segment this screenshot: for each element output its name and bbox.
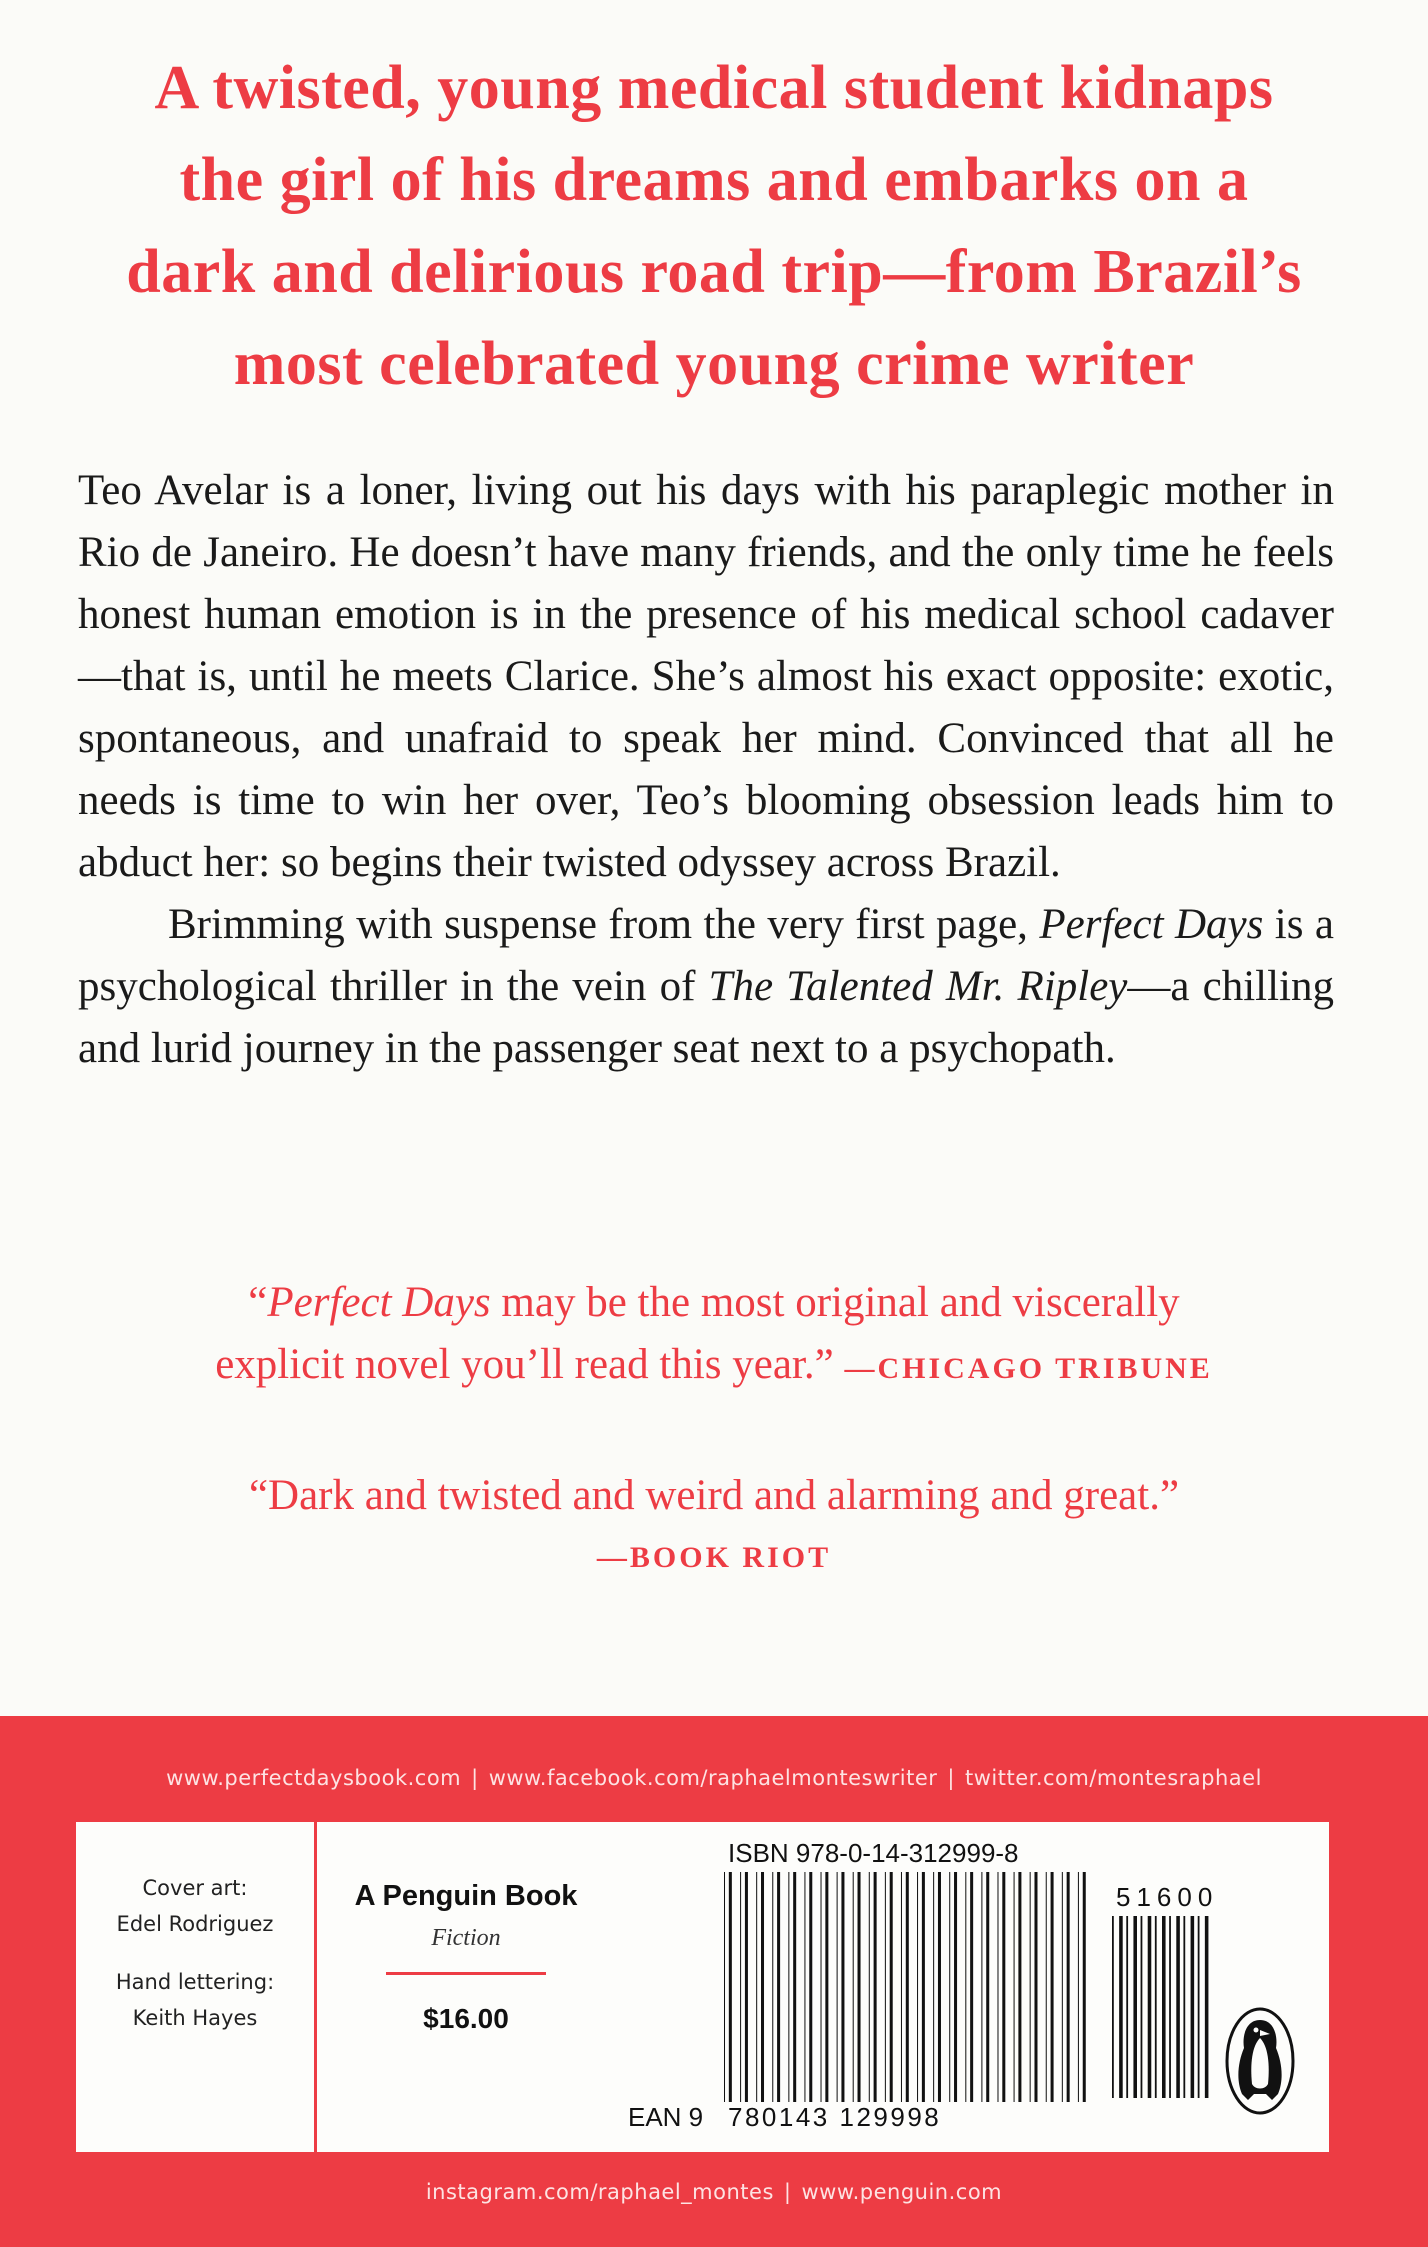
barcode-bar xyxy=(1205,1916,1209,2098)
price-barcode xyxy=(1112,1916,1212,2116)
barcode-bar xyxy=(949,1872,950,2102)
ean-barcode xyxy=(724,1872,1094,2120)
barcode-bar xyxy=(981,1872,982,2102)
barcode-bar xyxy=(724,1872,725,2120)
web-links-bottom xyxy=(0,2180,1428,2204)
separator: | xyxy=(471,1766,479,1790)
credits-box xyxy=(76,1822,317,2152)
ean-digits: 780143 129998 xyxy=(724,2102,1096,2133)
barcode-bar xyxy=(1162,1916,1166,2098)
barcode-bar xyxy=(933,1872,934,2102)
barcode-bar xyxy=(1051,1872,1054,2102)
barcode-bar xyxy=(1083,1872,1086,2120)
barcode-bar xyxy=(938,1872,941,2102)
penguin-website-link: www.penguin.com xyxy=(801,2180,1003,2204)
twitter-link: twitter.com/montesraphael xyxy=(964,1766,1262,1790)
barcode-bar xyxy=(1183,1916,1185,2098)
barcode-bar xyxy=(841,1872,844,2102)
cover-art-label: Cover art: xyxy=(142,1876,248,1900)
barcode-bar xyxy=(874,1872,877,2102)
barcode-bar xyxy=(970,1872,973,2102)
quote-source: —CHICAGO TRIBUNE xyxy=(844,1352,1213,1385)
barcode-bar xyxy=(1155,1916,1157,2098)
book-description xyxy=(78,460,1334,1080)
barcode-bar xyxy=(1148,1916,1152,2098)
barcode-panel xyxy=(76,1822,1329,2152)
headline-line: dark and delirious road trip—from Brazil’s xyxy=(126,238,1302,306)
barcode-bar xyxy=(853,1872,854,2102)
barcode-bar xyxy=(745,1872,748,2102)
ean-label: EAN 9 xyxy=(628,2102,704,2132)
barcode-bar xyxy=(1176,1916,1180,2098)
price: $16.00 xyxy=(423,2003,509,2034)
barcode-bar xyxy=(793,1872,796,2102)
open-quote: “ xyxy=(248,1279,268,1326)
quote-text: explicit novel you’ll read this year.” xyxy=(215,1341,845,1388)
barcode-bar xyxy=(1078,1872,1079,2120)
barcode-bar xyxy=(1034,1872,1037,2102)
headline-line: A twisted, young medical student kidnaps xyxy=(154,54,1274,122)
barcode-bar xyxy=(1018,1872,1021,2102)
barcode-bar xyxy=(986,1872,989,2102)
barcode-bar xyxy=(1014,1872,1015,2102)
barcode-bar xyxy=(1119,1916,1123,2098)
barcode-bar xyxy=(821,1872,822,2102)
separator: | xyxy=(783,2180,792,2204)
barcode-bar xyxy=(825,1872,828,2102)
description-paragraph-1: Teo Avelar is a loner, living out his days with his paraplegic mother in Rio de Janeiro. He doesn’t have many friends, and the only time he feels honest human emotion is in the presence of his medical school cadaver—that is, until he meets Clarice. She’s almost his exact opposite: exotic, spontaneous, and unafraid to speak her mind. Convinced that all he needs is time to win her over, Teo’s blooming obsession leads him to abduct her: so begins their twisted odyssey across Brazil. xyxy=(78,467,1334,886)
description-text: is a psychological thriller in the vein of xyxy=(78,901,1334,1010)
quote-line xyxy=(60,1272,1368,1334)
quote-text: “Dark and twisted and weird and alarming and great.” xyxy=(248,1472,1180,1519)
quote-book-title: Perfect Days xyxy=(267,1279,491,1326)
website-link: www.perfectdaysbook.com xyxy=(166,1766,462,1790)
cover-art-name: Edel Rodriguez xyxy=(116,1912,274,1936)
hand-lettering-name: Keith Hayes xyxy=(132,2006,258,2030)
barcode-bar xyxy=(1067,1872,1070,2102)
isbn-number: ISBN 978-0-14-312999-8 xyxy=(728,1838,1019,1868)
quote-text: may be the most original and viscerally xyxy=(490,1279,1180,1326)
instagram-link: instagram.com/raphael_montes xyxy=(425,2180,774,2204)
barcode-bar xyxy=(788,1872,789,2102)
divider xyxy=(386,1972,546,1975)
barcode-bar xyxy=(965,1872,966,2102)
barcode-bar xyxy=(858,1872,861,2102)
barcode-bar xyxy=(922,1872,925,2102)
description-text: —a chilling and lurid journey in the passenger seat next to a psychopath. xyxy=(78,963,1334,1072)
quote-source: —BOOK RIOT xyxy=(596,1541,832,1574)
barcode-bar xyxy=(1169,1916,1171,2098)
barcode-bar xyxy=(1198,1916,1200,2098)
barcode-bar xyxy=(869,1872,870,2102)
headline-line: the girl of his dreams and embarks on a xyxy=(179,146,1249,214)
barcode-bar xyxy=(1002,1872,1005,2102)
review-quote-chicago-tribune xyxy=(60,1272,1368,1400)
review-quote-book-riot xyxy=(60,1465,1368,1589)
barcode-bar xyxy=(1126,1916,1128,2098)
book-title: Perfect Days xyxy=(1039,901,1264,948)
barcode-bar xyxy=(901,1872,902,2120)
genre-label: Fiction xyxy=(431,1925,501,1951)
barcode-bar xyxy=(809,1872,812,2102)
barcode-bar xyxy=(885,1872,886,2102)
barcode-bar xyxy=(756,1872,757,2102)
separator: | xyxy=(947,1766,955,1790)
cover-headline xyxy=(60,42,1368,410)
barcode-bar xyxy=(997,1872,998,2102)
barcode-bar xyxy=(1112,1916,1114,2098)
barcode-bar xyxy=(804,1872,805,2102)
headline-line: most celebrated young crime writer xyxy=(233,330,1195,398)
barcode-bar xyxy=(917,1872,918,2102)
barcode-bar xyxy=(1062,1872,1063,2102)
barcode-bar xyxy=(1191,1916,1195,2098)
barcode-bar xyxy=(1141,1916,1143,2098)
barcode-bar xyxy=(954,1872,957,2102)
barcode-bar xyxy=(729,1872,732,2120)
description-paragraph-2 xyxy=(78,894,1334,1080)
publisher-box xyxy=(336,1822,596,2152)
barcode-bar xyxy=(1133,1916,1137,2098)
barcode-bar xyxy=(740,1872,741,2102)
publisher-name: A Penguin Book xyxy=(354,1880,578,1912)
barcode-bar xyxy=(761,1872,764,2102)
barcode-bar xyxy=(777,1872,780,2102)
referenced-title: The Talented Mr. Ripley xyxy=(708,963,1128,1010)
barcode-bar xyxy=(772,1872,773,2102)
facebook-link: www.facebook.com/raphaelmonteswriter xyxy=(488,1766,938,1790)
barcode-bar xyxy=(837,1872,838,2102)
penguin-logo-icon xyxy=(1224,2006,1296,2116)
description-text: Brimming with suspense from the very first page, xyxy=(168,901,1040,948)
web-links-top xyxy=(0,1766,1428,1790)
barcode-bar xyxy=(906,1872,909,2120)
quote-line xyxy=(60,1334,1368,1400)
hand-lettering-label: Hand lettering: xyxy=(115,1970,275,1994)
price-code: 51600 xyxy=(1116,1882,1219,1912)
barcode-bar xyxy=(1046,1872,1047,2102)
barcode-bar xyxy=(1030,1872,1031,2102)
barcode-bar xyxy=(890,1872,893,2102)
